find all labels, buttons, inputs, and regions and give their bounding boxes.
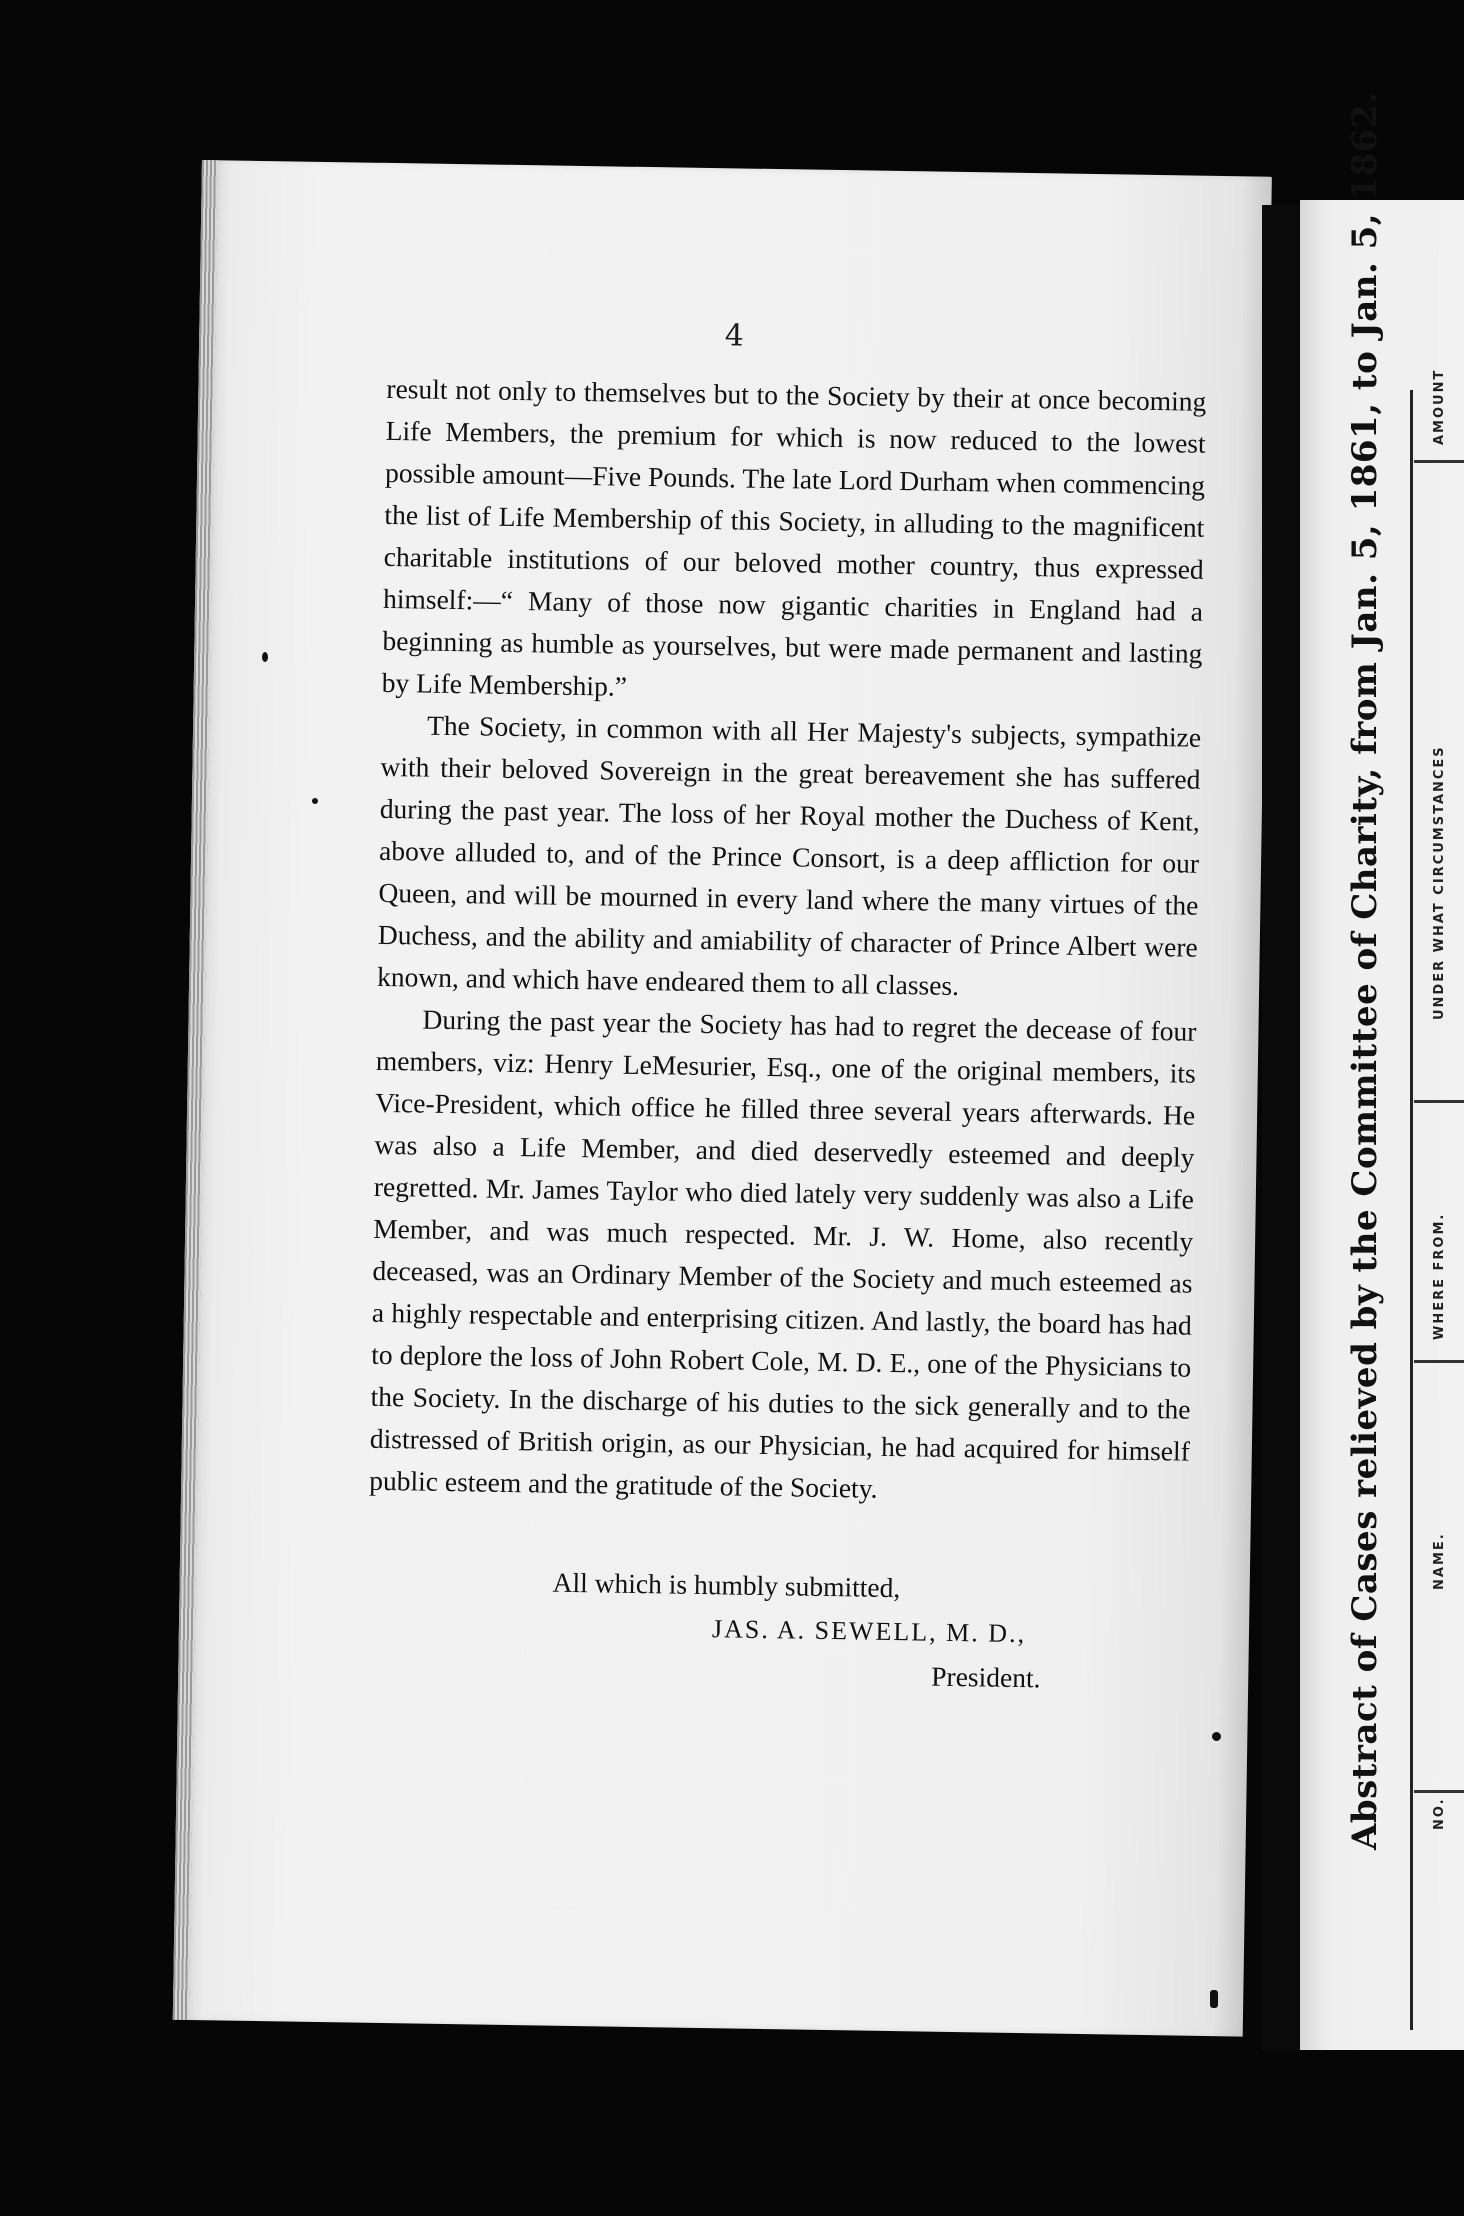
ink-speck — [312, 798, 318, 804]
column-header-name: NAME. — [1432, 1532, 1447, 1590]
signature-title: President. — [931, 1660, 1041, 1694]
book-spine — [1262, 205, 1302, 2050]
ink-speck — [1210, 1990, 1218, 2008]
ink-speck — [1212, 1732, 1221, 1741]
left-page — [173, 160, 1272, 2037]
signature-line: JAS. A. SEWELL, M. D., — [711, 1614, 1027, 1649]
column-separator — [1414, 1360, 1464, 1363]
column-header-where-from: WHERE FROM. — [1432, 1212, 1447, 1340]
abstract-title: Abstract of Cases relieved by the Committee of Charity, from Jan. 5, 1861, to Jan. 5, 1862. — [1345, 91, 1385, 1850]
column-header-circumstances: UNDER WHAT CIRCUMSTANCES — [1432, 745, 1447, 1020]
closing-block — [366, 1558, 1188, 1703]
ink-speck — [262, 652, 268, 662]
paragraph-bereavement: The Society, in common with all Her Majesty's subjects, sympathize with their beloved Sovereign in the great bereavement she has suffered during the past year. The loss of her Royal mother the Duchess of Kent, above alluded to, and of the Prince Consort, is a deep affliction for our Queen, and will be mourned in every land where the many virtues of the Duchess, and the ability and amiability of character of Prince Albert were known, and which have endeared them to all classes. — [376, 709, 1202, 1001]
paragraph-life-membership: result not only to themselves but to the Society by their at once becoming Life Members, the premium for which is now reduced to the lowest possible amount—Five Pounds. The late Lord Durham when commencing the list of Life Membership of this Society, in alluding to the magnificent charitable institutions of our beloved mother country, thus expressed himself:—“ Many of those now gigantic charities in England had a beginning as humble as yourselves, but were made permanent and lasting by Life Membership.” — [381, 372, 1207, 702]
column-header-amount: AMOUNT — [1432, 368, 1447, 445]
report-body — [369, 368, 1207, 1515]
submitted-line: All which is humbly submitted, — [552, 1566, 901, 1604]
column-separator — [1414, 1790, 1464, 1793]
column-rule — [1410, 390, 1413, 2030]
paragraph-deceased-members: During the past year the Society has had to regret the decease of four members, viz: Henry LeMesurier, Esq., one of the original members, its Vice-President, which office he filled three several years afterwards. He was also a Life Member, and died deservedly esteemed and deeply regretted. Mr. James Taylor who died lately very suddenly was also a Life Member, and was much respected. Mr. J. W. Home, also recently deceased, was an Ordinary Member of the Society and much esteemed as a highly respectable and enterprising citizen. And lastly, the board has had to deplore the loss of John Robert Cole, M. D. E., one of the Physicians to the Society. In the discharge of his duties to the sick generally and to the distressed of British origin, as our Physician, he had acquired for himself public esteem and the gratitude of the Society. — [369, 1003, 1197, 1504]
column-separator — [1414, 460, 1464, 463]
column-separator — [1414, 1100, 1464, 1103]
page-number: 4 — [724, 318, 745, 354]
column-header-no: NO. — [1432, 1797, 1447, 1830]
